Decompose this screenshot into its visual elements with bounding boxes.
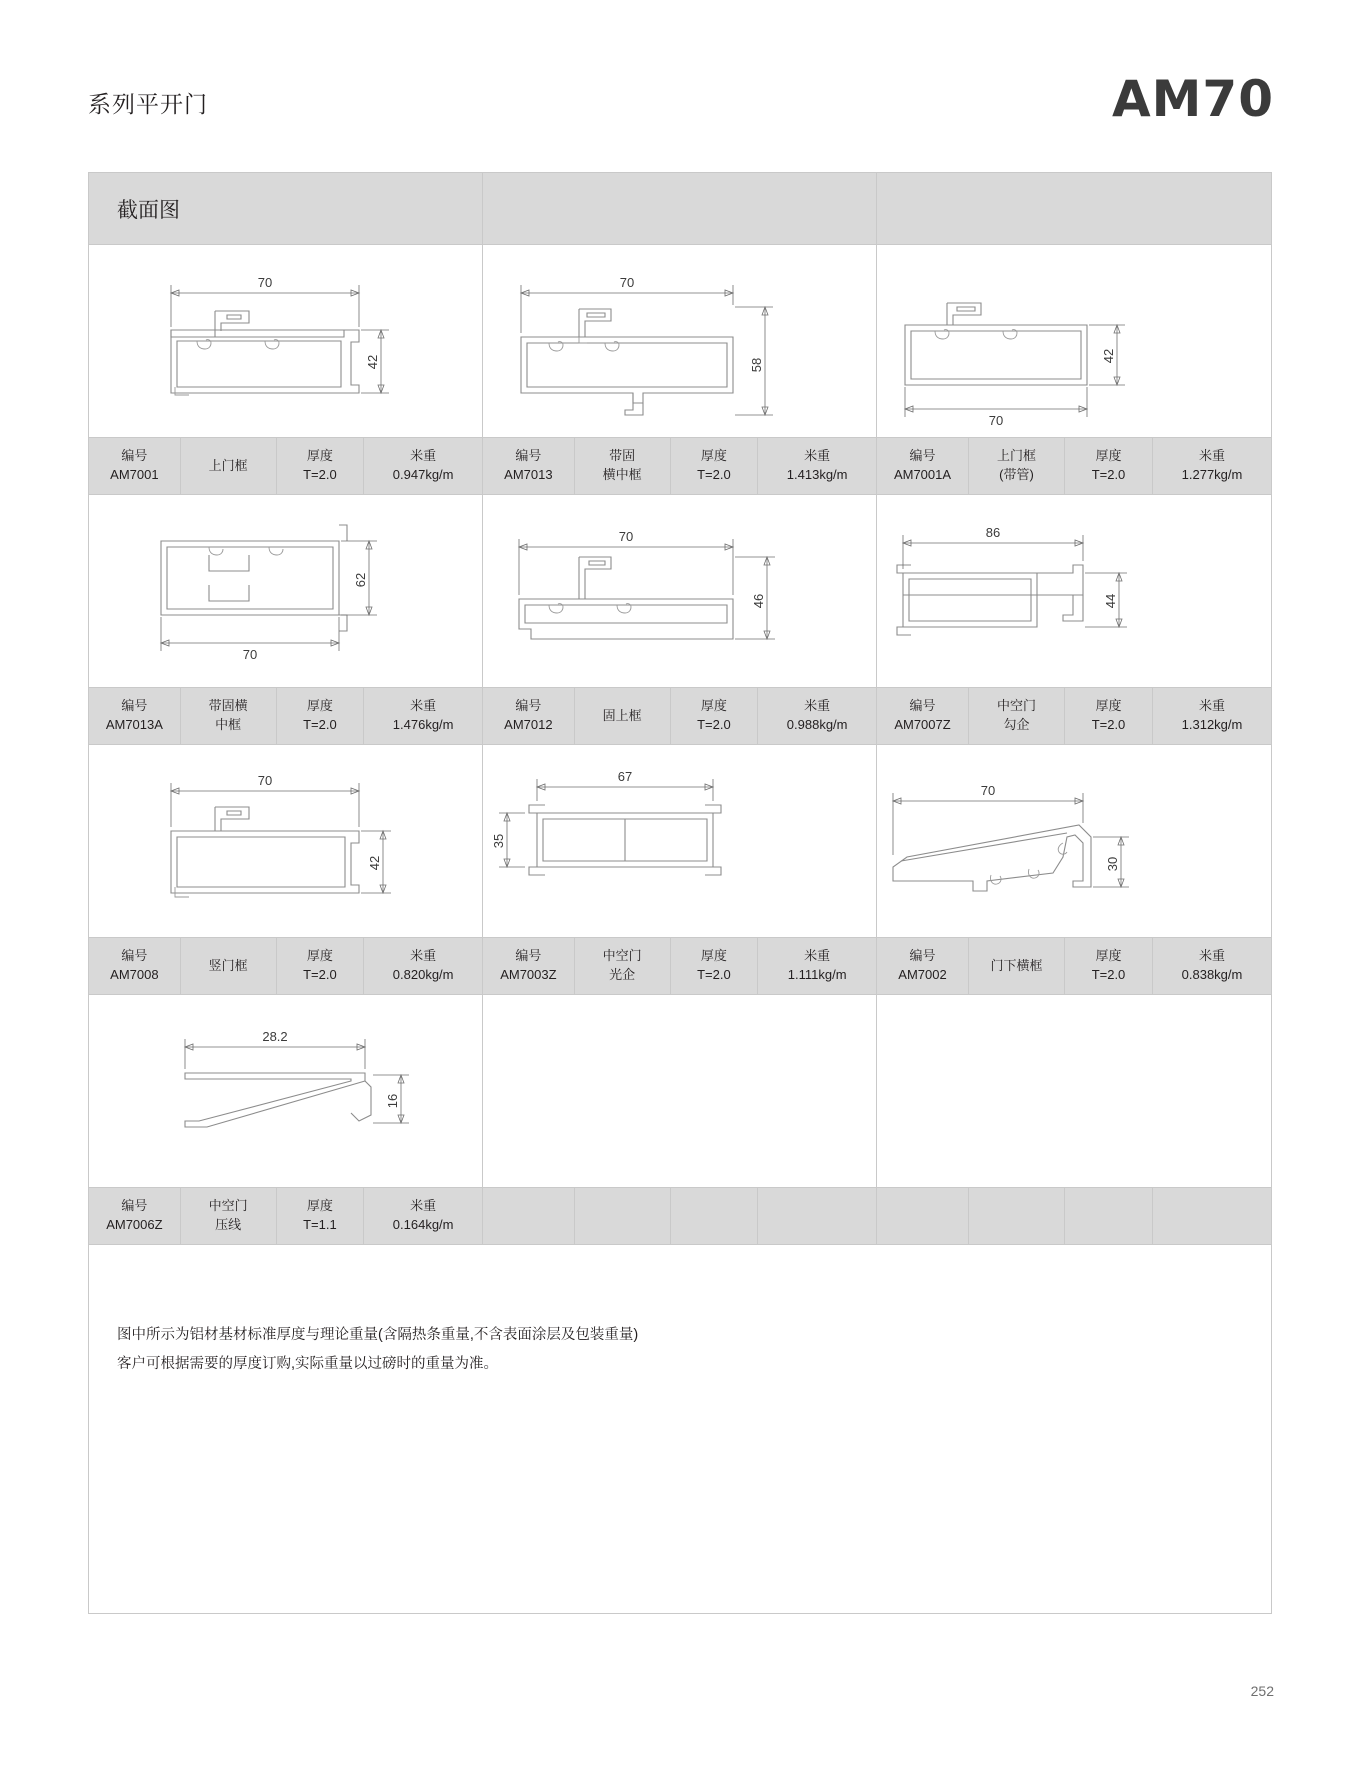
profile-drawing-am7012 bbox=[483, 495, 876, 687]
dim-width-am7001: 70 bbox=[257, 275, 273, 290]
spec-name bbox=[181, 1188, 277, 1244]
profile-table bbox=[88, 172, 1272, 1614]
profile-cell-empty-1 bbox=[483, 995, 877, 1245]
spec-name-line2: (带管) bbox=[999, 467, 1034, 482]
spec-thickness bbox=[277, 1188, 365, 1244]
spec-weight-value: 1.476kg/m bbox=[392, 717, 454, 732]
spec-code-value: AM7002 bbox=[898, 967, 947, 982]
profile-drawing-empty-2 bbox=[877, 995, 1271, 1187]
spec-thickness bbox=[671, 688, 759, 744]
profile-drawing-am7002 bbox=[877, 745, 1271, 937]
footnote bbox=[117, 1321, 638, 1379]
spec-code bbox=[877, 438, 969, 494]
spec-weight-label: 米重 bbox=[804, 448, 831, 464]
spec-weight-value: 1.413kg/m bbox=[786, 467, 848, 482]
spec-thickness bbox=[1065, 438, 1153, 494]
spec-code bbox=[89, 938, 181, 994]
spec-code-label: 编号 bbox=[121, 448, 148, 464]
spec-code bbox=[483, 438, 575, 494]
spec-thickness-value: T=2.0 bbox=[303, 967, 337, 982]
profile-drawing-am7003z bbox=[483, 745, 876, 937]
spec-thickness-label: 厚度 bbox=[700, 698, 727, 714]
profile-spec-am7001a bbox=[877, 437, 1271, 495]
profile-spec-am7003z bbox=[483, 937, 876, 995]
dim-width-am7007z: 86 bbox=[985, 525, 1001, 540]
spec-thickness-value: T=2.0 bbox=[697, 717, 731, 732]
table-header-row bbox=[89, 173, 1271, 245]
spec-code-value: AM7013 bbox=[504, 467, 553, 482]
dim-width-am7001a: 70 bbox=[988, 413, 1004, 428]
spec-name bbox=[181, 938, 277, 994]
profile-spec-am7012 bbox=[483, 687, 876, 745]
spec-code-value: AM7008 bbox=[110, 967, 159, 982]
spec-name bbox=[969, 688, 1065, 744]
spec-thickness-value: T=2.0 bbox=[697, 967, 731, 982]
spec-thickness-label: 厚度 bbox=[1095, 448, 1122, 464]
spec-weight-value: 0.820kg/m bbox=[392, 967, 454, 982]
spec-thickness-label: 厚度 bbox=[306, 698, 333, 714]
series-code: AM70 bbox=[1111, 70, 1274, 128]
profile-spec-am7013 bbox=[483, 437, 876, 495]
spec-weight-label: 米重 bbox=[410, 448, 437, 464]
spec-thickness-label: 厚度 bbox=[306, 1198, 333, 1214]
dim-height-am7008: 42 bbox=[367, 855, 382, 871]
spec-code-value: AM7001A bbox=[893, 467, 952, 482]
spec-thickness-value: T=1.1 bbox=[303, 1217, 337, 1232]
spec-weight-value: 0.164kg/m bbox=[392, 1217, 454, 1232]
profile-drawing-am7007z bbox=[877, 495, 1271, 687]
page-title: 系列平开门 bbox=[88, 91, 208, 117]
spec-name-line2: 横中框 bbox=[602, 467, 642, 482]
spec-code bbox=[483, 938, 575, 994]
spec-blank bbox=[483, 1188, 575, 1244]
profile-drawing-am7008 bbox=[89, 745, 482, 937]
dim-height-am7006z: 16 bbox=[385, 1093, 400, 1109]
table-row bbox=[89, 995, 1271, 1245]
spec-code-value: AM7012 bbox=[504, 717, 553, 732]
profile-cell-am7002 bbox=[877, 745, 1271, 995]
dim-height-am7007z: 44 bbox=[1103, 593, 1118, 609]
spec-weight bbox=[1153, 938, 1271, 994]
spec-thickness-label: 厚度 bbox=[1095, 698, 1122, 714]
spec-thickness-value: T=2.0 bbox=[1091, 467, 1126, 482]
profile-drawing-am7013 bbox=[483, 245, 876, 437]
spec-name-line1: 中空门 bbox=[996, 698, 1036, 714]
spec-thickness bbox=[277, 438, 365, 494]
spec-thickness bbox=[1065, 938, 1153, 994]
spec-weight bbox=[1153, 688, 1271, 744]
profile-cell-am7003z bbox=[483, 745, 877, 995]
table-header-cell-section bbox=[89, 173, 483, 244]
dim-width-am7012: 70 bbox=[618, 529, 634, 544]
spec-weight-value: 1.111kg/m bbox=[787, 967, 847, 982]
profile-spec-empty-2 bbox=[877, 1187, 1271, 1245]
profile-cell-am7001 bbox=[89, 245, 483, 495]
spec-weight-label: 米重 bbox=[1198, 448, 1225, 464]
dim-width-am7013a: 70 bbox=[242, 647, 258, 662]
spec-name bbox=[969, 938, 1065, 994]
profile-spec-am7013a bbox=[89, 687, 482, 745]
spec-thickness bbox=[277, 938, 365, 994]
profile-drawing-am7006z bbox=[89, 995, 482, 1187]
profile-cell-am7006z bbox=[89, 995, 483, 1245]
spec-thickness-label: 厚度 bbox=[700, 448, 727, 464]
spec-code-value: AM7003Z bbox=[500, 967, 557, 982]
spec-name-line1: 带固 bbox=[609, 448, 636, 464]
spec-code-label: 编号 bbox=[515, 448, 542, 464]
profile-spec-am7001 bbox=[89, 437, 482, 495]
spec-weight bbox=[364, 688, 482, 744]
spec-weight-label: 米重 bbox=[804, 698, 831, 714]
profile-cell-am7013a bbox=[89, 495, 483, 745]
profile-cell-am7012 bbox=[483, 495, 877, 745]
footnote-line-1: 图中所示为铝材基材标准厚度与理论重量(含隔热条重量,不含表面涂层及包装重量) bbox=[117, 1327, 639, 1343]
spec-blank bbox=[969, 1188, 1065, 1244]
spec-weight-label: 米重 bbox=[410, 1198, 437, 1214]
spec-weight bbox=[364, 438, 482, 494]
spec-weight bbox=[364, 938, 482, 994]
spec-name-line1: 带固横 bbox=[208, 698, 248, 714]
spec-weight-label: 米重 bbox=[410, 948, 437, 964]
profile-spec-am7002 bbox=[877, 937, 1271, 995]
dim-height-am7013a: 62 bbox=[353, 572, 368, 588]
spec-code-value: AM7007Z bbox=[894, 717, 951, 732]
profile-cell-am7001a bbox=[877, 245, 1271, 495]
page-header bbox=[0, 70, 1358, 138]
profile-spec-am7006z bbox=[89, 1187, 482, 1245]
spec-thickness bbox=[671, 438, 759, 494]
section-label: 截面图 bbox=[117, 198, 180, 222]
spec-code bbox=[877, 938, 969, 994]
dim-width-am7006z: 28.2 bbox=[262, 1029, 288, 1044]
spec-weight bbox=[758, 438, 876, 494]
spec-code bbox=[877, 688, 969, 744]
table-row bbox=[89, 245, 1271, 495]
spec-weight-value: 1.312kg/m bbox=[1181, 717, 1243, 732]
spec-weight-label: 米重 bbox=[410, 698, 437, 714]
profile-drawing-am7001 bbox=[89, 245, 482, 437]
spec-weight-value: 0.838kg/m bbox=[1181, 967, 1243, 982]
spec-weight bbox=[758, 688, 876, 744]
spec-name-line1: 竖门框 bbox=[208, 957, 248, 973]
profile-drawing-empty-1 bbox=[483, 995, 876, 1187]
spec-name bbox=[575, 438, 671, 494]
spec-blank bbox=[877, 1188, 969, 1244]
page-number: 252 bbox=[1250, 1683, 1274, 1699]
profile-cell-am7008 bbox=[89, 745, 483, 995]
spec-thickness bbox=[671, 938, 759, 994]
spec-weight-value: 0.947kg/m bbox=[392, 467, 454, 482]
spec-thickness-value: T=2.0 bbox=[697, 467, 731, 482]
spec-blank bbox=[758, 1188, 876, 1244]
dim-height-am7013: 58 bbox=[749, 357, 764, 373]
spec-thickness bbox=[1065, 688, 1153, 744]
spec-thickness bbox=[277, 688, 365, 744]
spec-name-line1: 固上框 bbox=[602, 707, 642, 723]
dim-width-am7002: 70 bbox=[980, 783, 996, 798]
spec-name-line1: 中空门 bbox=[602, 948, 642, 964]
spec-name bbox=[575, 688, 671, 744]
spec-name-line2: 压线 bbox=[215, 1217, 242, 1232]
spec-code bbox=[89, 1188, 181, 1244]
spec-weight bbox=[364, 1188, 482, 1244]
spec-code-label: 编号 bbox=[121, 1198, 148, 1214]
table-header-cell-3 bbox=[877, 173, 1271, 244]
spec-code-value: AM7001 bbox=[110, 467, 159, 482]
spec-blank bbox=[575, 1188, 671, 1244]
profile-drawing-am7001a bbox=[877, 245, 1271, 437]
spec-thickness-label: 厚度 bbox=[306, 448, 333, 464]
spec-name-value: 上门框 bbox=[208, 457, 248, 473]
profile-spec-am7008 bbox=[89, 937, 482, 995]
spec-code-label: 编号 bbox=[515, 948, 542, 964]
spec-code-value: AM7006Z bbox=[106, 1217, 163, 1232]
spec-weight bbox=[1153, 438, 1271, 494]
spec-thickness-value: T=2.0 bbox=[303, 717, 337, 732]
spec-thickness-label: 厚度 bbox=[700, 948, 727, 964]
footnote-line-2: 客户可根据需要的厚度订购,实际重量以过磅时的重量为准。 bbox=[117, 1356, 499, 1372]
dim-height-am7001: 42 bbox=[365, 354, 380, 370]
spec-name-line2: 中框 bbox=[215, 717, 242, 732]
spec-name-line1: 中空门 bbox=[208, 1198, 248, 1214]
spec-code-value: AM7013A bbox=[105, 717, 163, 732]
dim-height-am7001a: 42 bbox=[1101, 348, 1116, 364]
spec-code-label: 编号 bbox=[121, 948, 148, 964]
spec-name bbox=[181, 438, 277, 494]
dim-width-am7003z: 67 bbox=[617, 769, 633, 784]
spec-blank bbox=[671, 1188, 759, 1244]
spec-blank bbox=[1153, 1188, 1271, 1244]
spec-weight-label: 米重 bbox=[804, 948, 831, 964]
spec-weight-value: 0.988kg/m bbox=[786, 717, 848, 732]
profile-spec-am7007z bbox=[877, 687, 1271, 745]
spec-thickness-label: 厚度 bbox=[1095, 948, 1122, 964]
profile-cell-am7013 bbox=[483, 245, 877, 495]
spec-weight-label: 米重 bbox=[1198, 948, 1225, 964]
spec-name bbox=[575, 938, 671, 994]
spec-weight bbox=[758, 938, 876, 994]
spec-code bbox=[89, 688, 181, 744]
dim-height-am7003z: 35 bbox=[491, 833, 506, 849]
spec-name bbox=[181, 688, 277, 744]
spec-thickness-label: 厚度 bbox=[306, 948, 333, 964]
profile-drawing-am7013a bbox=[89, 495, 482, 687]
spec-code-label: 编号 bbox=[121, 698, 148, 714]
profile-cell-am7007z bbox=[877, 495, 1271, 745]
spec-thickness-value: T=2.0 bbox=[1091, 967, 1126, 982]
dim-height-am7012: 46 bbox=[751, 593, 766, 609]
spec-code bbox=[483, 688, 575, 744]
dim-height-am7002: 30 bbox=[1105, 856, 1120, 872]
spec-thickness-value: T=2.0 bbox=[303, 467, 337, 482]
table-row bbox=[89, 495, 1271, 745]
dim-width-am7013: 70 bbox=[619, 275, 635, 290]
spec-name-line2: 勾企 bbox=[1003, 717, 1030, 732]
dim-width-am7008: 70 bbox=[257, 773, 273, 788]
profile-cell-empty-2 bbox=[877, 995, 1271, 1245]
spec-code-label: 编号 bbox=[909, 948, 936, 964]
spec-code bbox=[89, 438, 181, 494]
table-row bbox=[89, 745, 1271, 995]
table-header-cell-2 bbox=[483, 173, 877, 244]
spec-name-line1: 门下横框 bbox=[990, 957, 1043, 973]
spec-thickness-value: T=2.0 bbox=[1091, 717, 1126, 732]
spec-name-line1: 上门框 bbox=[996, 448, 1036, 464]
spec-code-label: 编号 bbox=[909, 698, 936, 714]
spec-weight-value: 1.277kg/m bbox=[1181, 467, 1243, 482]
spec-code-label: 编号 bbox=[515, 698, 542, 714]
spec-code-label: 编号 bbox=[909, 448, 936, 464]
spec-name-line2: 光企 bbox=[609, 967, 636, 982]
profile-spec-empty-1 bbox=[483, 1187, 876, 1245]
spec-weight-label: 米重 bbox=[1198, 698, 1225, 714]
spec-name bbox=[969, 438, 1065, 494]
spec-blank bbox=[1065, 1188, 1153, 1244]
